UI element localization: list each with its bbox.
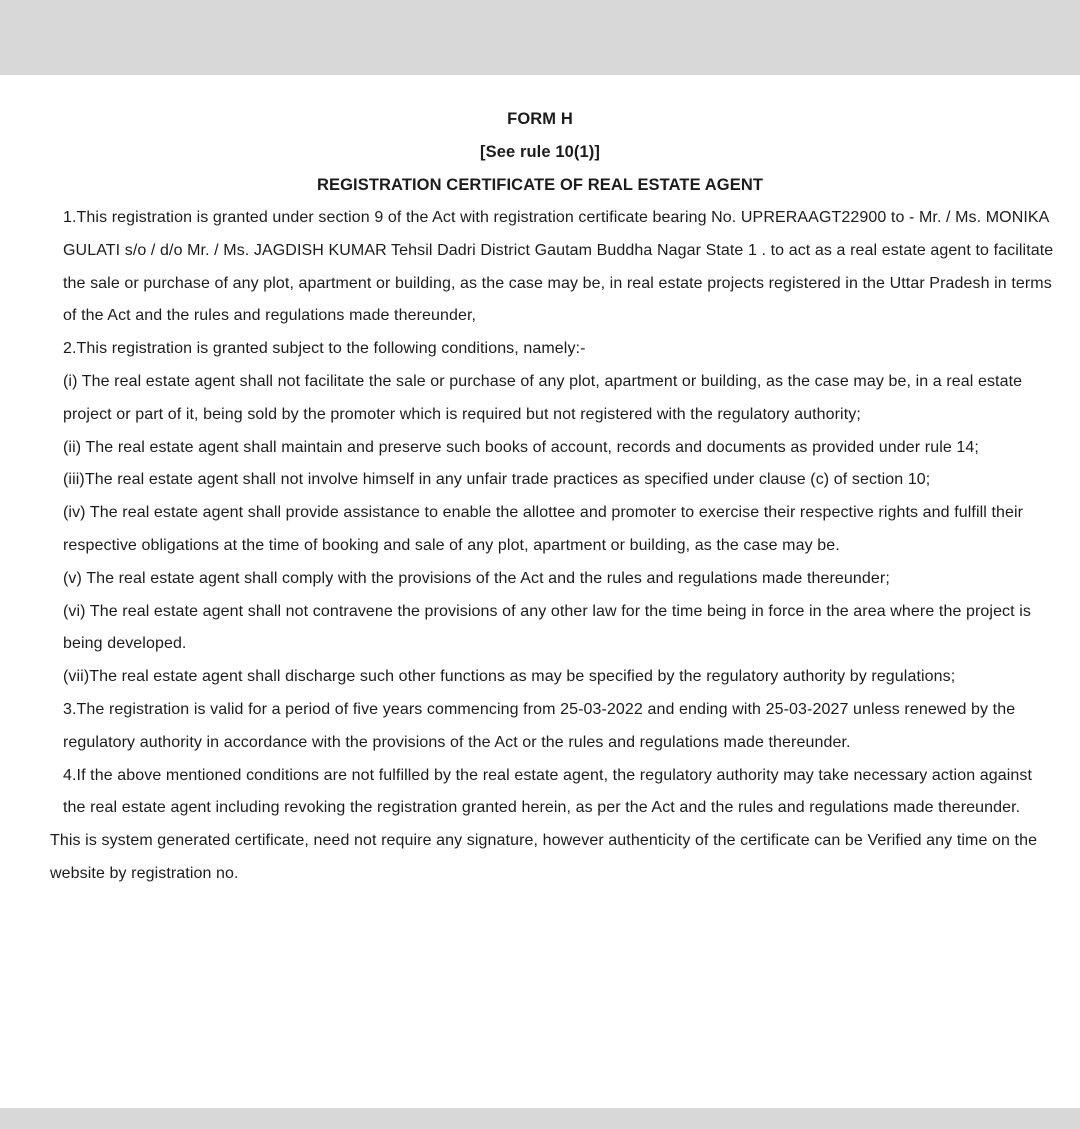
paragraph-revocation: 4.If the above mentioned conditions are not fulfilled by the real estate agent, the regulatory authority may take necessary action against the real estate agent including revoking the registration granted herein, as per the Act and the rules and regulations made thereunder.	[63, 766, 1033, 817]
paragraph-condition-vii: (vii)The real estate agent shall discharge such other functions as may be specified by the regulatory authority by regulations;	[63, 668, 956, 686]
document-headings	[0, 103, 1080, 202]
paragraph-condition-v: (v) The real estate agent shall comply with the provisions of the Act and the rules and regulations made thereunder;	[63, 569, 890, 587]
paragraph-condition-i: (i) The real estate agent shall not facilitate the sale or purchase of any plot, apartment or building, as the case may be, in a real estate project or part of it, being sold by the promoter which is required but not registered with the regulatory authority;	[63, 372, 1023, 423]
bottom-band	[0, 1108, 1080, 1129]
paragraph-registration-grant: 1.This registration is granted under section 9 of the Act with registration certificate bearing No. UPRERAAGT22900 to - Mr. / Ms. MONIKA GULATI s/o / d/o Mr. / Ms. JAGDISH KUMAR Tehsil Dadri District Gautam Buddha Nagar State 1 . to act as a real estate agent to facilitate the sale or purchase of any plot, apartment or building, as the case may be, in real estate projects registered in the Uttar Pradesh in terms of the Act and the rules and regulations made thereunder,	[63, 209, 1054, 325]
top-band	[0, 0, 1080, 75]
paragraph-conditions-intro: 2.This registration is granted subject to the following conditions, namely:-	[63, 340, 586, 358]
certificate-title: REGISTRATION CERTIFICATE OF REAL ESTATE AGENT	[316, 176, 764, 194]
form-title: FORM H	[507, 110, 573, 128]
certificate-body	[63, 202, 1058, 825]
paragraph-condition-iv: (iv) The real estate agent shall provide assistance to enable the allottee and promoter to exercise their respective rights and fulfill their respective obligations at the time of booking and sale of any plot, apartment or building, as the case may be.	[63, 504, 1024, 554]
paragraph-validity: 3.The registration is valid for a period of five years commencing from 25-03-2022 and ending with 25-03-2027 unless renewed by the regulatory authority in accordance with the provisions of the Act or the rules and regulations made thereunder.	[63, 700, 1016, 751]
paragraph-condition-vi: (vi) The real estate agent shall not contravene the provisions of any other law for the time being in force in the area where the project is being developed.	[63, 602, 1032, 653]
rule-reference: [See rule 10(1)]	[480, 143, 600, 161]
paragraph-condition-ii: (ii) The real estate agent shall maintain and preserve such books of account, records and documents as provided under rule 14;	[63, 438, 979, 456]
paragraph-condition-iii: (iii)The real estate agent shall not involve himself in any unfair trade practices as specified under clause (c) of section 10;	[63, 471, 931, 489]
system-generated-note: This is system generated certificate, need not require any signature, however authenticity of the certificate can be Verified any time on the website by registration no.	[50, 832, 1038, 882]
